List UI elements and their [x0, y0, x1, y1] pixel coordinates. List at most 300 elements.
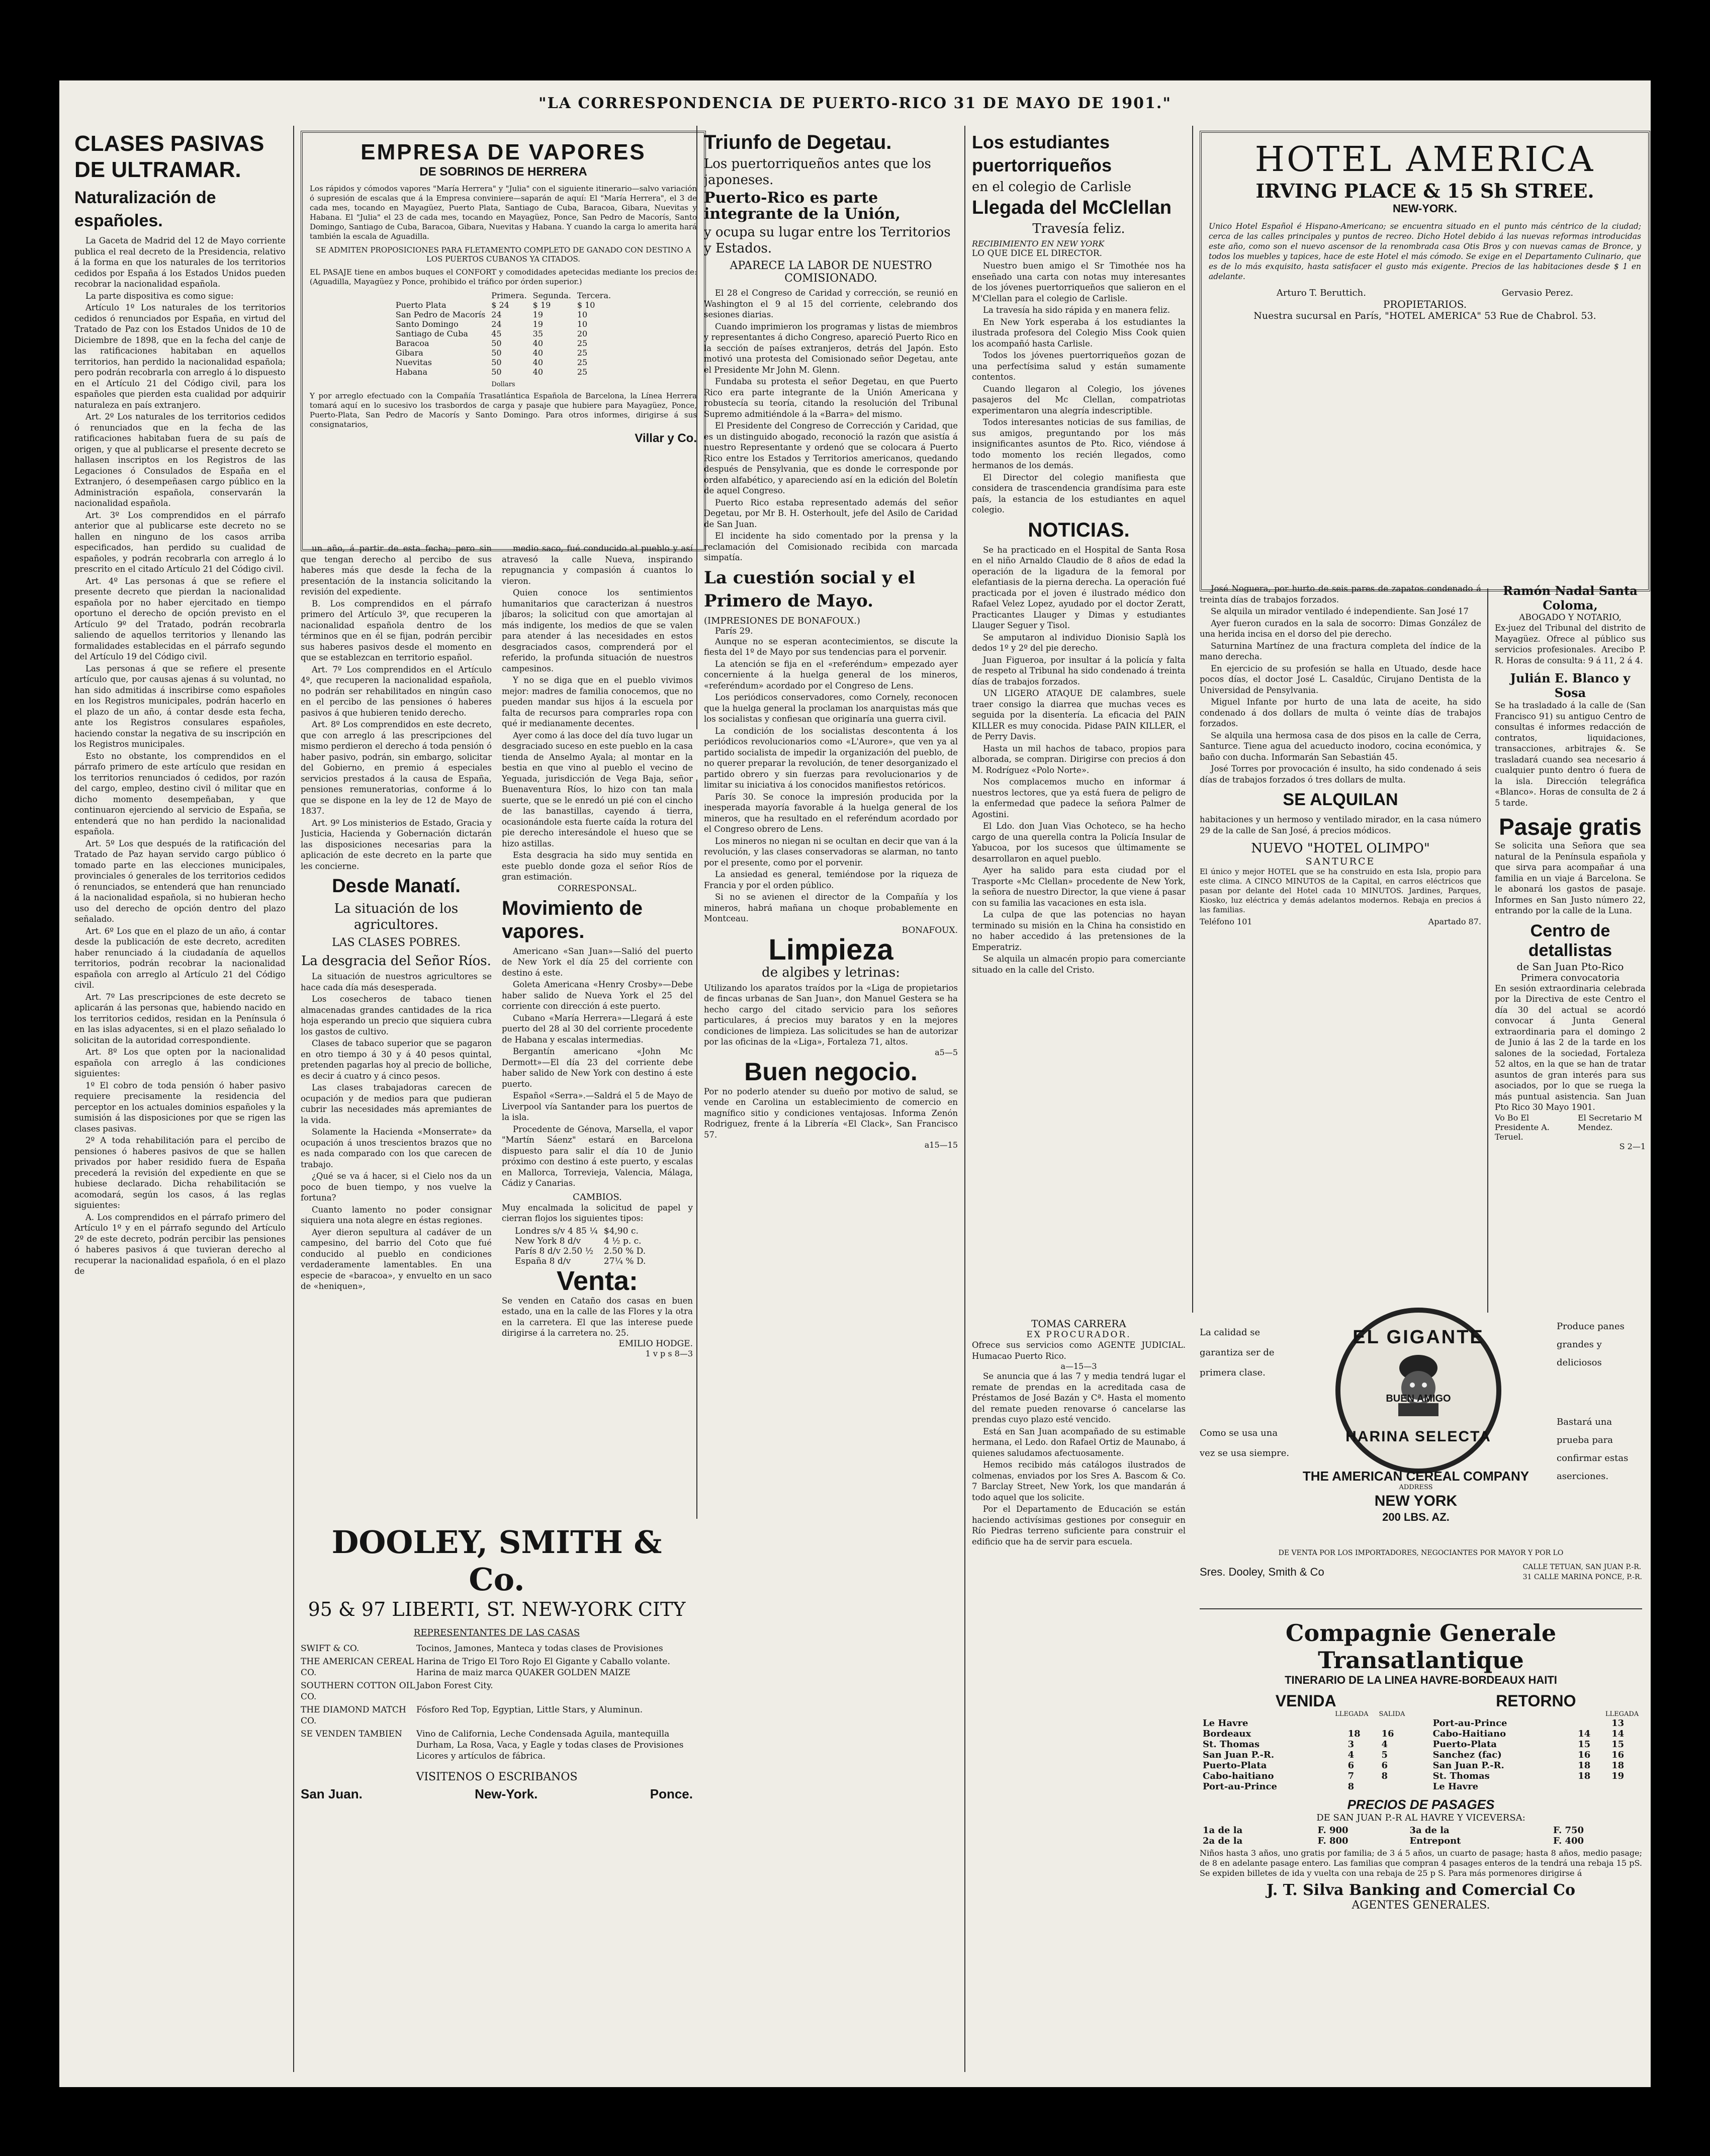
table-header-row	[393, 291, 614, 300]
paragraph: Los mineros no niegan ni se ocultan en decir que van á la revolución, y las clases conservadoras se alarman, no tanto por el presente, como por el porvenir.	[704, 836, 958, 868]
ad-owners	[1209, 288, 1641, 298]
ad-body: Ofrece sus servicios como AGENTE JUDICIAL. Humacao Puerto Rico.	[972, 1340, 1186, 1361]
cell	[1378, 1718, 1412, 1729]
article-subtitle: Travesía feliz.	[1032, 221, 1125, 236]
paragraph: Art. 9º Los ministerios de Estado, Gracia y Justicia, Hacienda y Gobernación dictarán las disposiciones necesarias para la aplicación de este decreto en la parte que les concierne.	[301, 818, 492, 871]
paragraph: José Noguera, por hurto de seis pares de zapatos condenado á treinta días de trabajos forzados.	[1200, 584, 1481, 605]
paragraph: Puerto Rico estaba representado además del señor Degetau, por Mr B. H. Osterhoult, jefe del Asilo de Caridad de San Juan.	[704, 497, 958, 529]
ad-title: Limpieza	[768, 933, 893, 966]
article-subtitle: Naturalización de españoles.	[74, 188, 216, 230]
cell: 24	[491, 319, 502, 329]
column-rule	[1487, 588, 1488, 1313]
cell: 50	[491, 348, 502, 358]
article-body	[704, 636, 958, 924]
paragraph: B. Los comprendidos en el párrafo primero del Artículo 3º, que recuperen la nacionalidad española dentro de los términos que en él se fijan, podrán percibir sus haberes pasivos desde el momento en que se establezcan en territorio español.	[301, 598, 492, 662]
cell: 40	[532, 348, 544, 358]
cell: San Juan P.-R.	[1432, 1760, 1504, 1771]
ad-notice: EL PASAJE tiene en ambos buques el CONFORT y comodidades apetecidas mediante los precios de: (Aguadilla, Mayagüez y Ponce, prohibido el tráfico por órden superior.)	[310, 268, 697, 286]
address: 31 CALLE MARINA PONCE, P.-R.	[1522, 1573, 1642, 1581]
city: San Juan.	[301, 1786, 363, 1801]
cell: San Juan P.-R.	[1203, 1750, 1275, 1760]
paragraph: Nos complacemos mucho en informar á nuestros lectores, que ya está fuera de peligro de la enfermedad que padece la señora Palmer de Agostini.	[972, 777, 1186, 819]
signature: El Secretario M Mendez.	[1578, 1112, 1643, 1132]
ad-footer: VISITENOS O ESCRIBANOS	[416, 1771, 578, 1783]
ad-subtitle: TINERARIO DE LA LINEA HAVRE-BORDEAUX HAITI	[1285, 1674, 1557, 1686]
article-subtitle: LAS CLASES POBRES.	[332, 936, 461, 949]
paragraph: Se amputaron al individuo Dionisio Saplà los dedos 1º y 2º del pie derecho.	[972, 632, 1186, 653]
ad-body: Ex-juez del Tribunal del distrito de Mayagüez. Ofrece al público sus servicios profesionales. Arecibo P. R. Horas de consulta: 9 á 11, 2 á 4.	[1495, 623, 1646, 665]
cell: 18	[1578, 1760, 1591, 1771]
schedule	[1200, 1692, 1642, 1792]
cell: F. 900	[1317, 1825, 1348, 1836]
paragraph: Español «Serra».—Saldrá el 5 de Mayo de Liverpool vía Santander para los puertos de la isla.	[502, 1091, 693, 1122]
paragraph: Por el Departamento de Educación se están haciendo activísimas gestiones por conseguir en Río Piedras terreno suficiente para construir el edificio que ha de servir para escuela.	[972, 1504, 1186, 1546]
cell: 4 ½ p. c.	[603, 1236, 642, 1246]
ad-code: a5—5	[935, 1047, 958, 1057]
paragraph: Todos interesantes noticias de sus familias, de sus amigos, preguntando por los más insignificantes asuntos de Pto. Rico, viéndose á todo momento los recién llegados, como hermanos de los demás.	[972, 417, 1186, 470]
paragraph: La condición de los socialistas descontenta á los periódicos revolucionarios como «L'Aurore», que ven ya al partido socialista de impedir la organización del pueblo, de no querer preparar la revolución, de tener desorganizado el partido obrero y sin fuerzas para revolucionarios y de limitar su iniciativa á los conocidos manifiestos retóricos.	[704, 726, 958, 790]
table-row	[393, 319, 614, 329]
paragraph: A. Los comprendidos en el párrafo primero del Artículo 1º y en el párrafo segundo del Artículo 2º de este decreto, podrán percibir las pensiones ó haberes pasivos á que tuvieran derecho al recuperar la nacionalidad española, ó en el plazo de	[74, 1212, 286, 1276]
article-title: Movimiento de vapores.	[502, 897, 643, 942]
paragraph: En ejercicio de su profesión se halla en Utuado, desde hace pocos días, el doctor José L. Casaldúc, Cirujano Dentista de la Universidad de Pensylvania.	[1200, 663, 1481, 695]
owner-name: Arturo T. Beruttich.	[1276, 288, 1366, 298]
paragraph: Hemos recibido más catálogos ilustrados de colmenas, enviados por los Sres A. Bascom & Co. 7 Barclay Street, New York, los que mandarán á todo aquel que los solicite.	[972, 1460, 1186, 1502]
table-row	[1430, 1729, 1642, 1739]
cell	[1608, 1781, 1642, 1792]
city: New-York.	[475, 1786, 538, 1801]
paragraph: Cuando llegaron al Colegio, los jóvenes pasajeros del Mc Clellan, compatriotas experimentaron una alegría indescriptible.	[972, 384, 1186, 415]
ad-body: Unico Hotel Español é Hispano-Americano; se encuentra situado en el punto más céntrico de la ciudad; cerca de las calles principales y puntos de recreo. Dicho Hotel debido á las nuevas reformas introducidas este año, como son el nuevo ascensor de la renombrada casa Otis Bros y con nuevas camas de Bronce, y todos los muebles y tapices, hace de este Hotel el más cómodo. Se exige en el Departamento Culinario, que es de lo más exquisito, hasta satisfacer el gusto más exigente. Precios de las habitaciones desde $ 1 en adelante.	[1209, 222, 1641, 281]
article-title: Triunfo de Degetau.	[704, 131, 892, 153]
article-subtitle: (IMPRESIONES DE BONAFOUX.)	[704, 615, 860, 626]
cell: 7	[1347, 1771, 1355, 1781]
cell: 20	[577, 329, 588, 338]
schedule-header	[1200, 1710, 1412, 1718]
ad-signature: Villar y Co.	[635, 432, 697, 445]
cell: $ 19	[532, 300, 551, 310]
cell: Nuevitas	[395, 358, 432, 367]
cell: 18	[1347, 1729, 1361, 1739]
ad-body: Se ha trasladado á la calle de (San Francisco 91) su antiguo Centro de consultas é informes redacción de contratos, liquidaciones, transacciones, arbitrajes &. Se trasladará cuando sea necesario á cualquier punto dentro ó fuera de la isla. Dirección telegráfica «Blanco». Horas de consulta de 2 á 5 tarde.	[1495, 701, 1646, 808]
paragraph: Ayer como á las doce del día tuvo lugar un desgraciado suceso en este pueblo en la casa tienda de Anselmo Ayala; al montar en la bestia en que vino al pueblo el vecino de Yeguada, jurisdicción de Vega Baja, señor Buenaventura Ríos, lo hizo con tan mala suerte, que se le enredó un pié con el cincho de las banastillas, cayendo á tierra, ocasionándole esta fuerte caída la rotura del pie derecho interesándole el hueso que se hizo astillas.	[502, 730, 693, 848]
ad-code: a15—15	[924, 1140, 958, 1150]
ad-signatures	[1495, 1113, 1646, 1142]
ad-body: Se venden en Cataño dos casas en buen estado, una en la calle de las Flores y la otra en la carretera. El que las interese puede dirigirse á la carretera no. 25.	[502, 1296, 693, 1338]
schedule-retorno	[1430, 1692, 1642, 1792]
paragraph: Art. 2º Los naturales de los territorios cedidos ó renunciados que en la fecha de las ratificaciones habitaban fuera de su país de origen, y que al publicarse el presente decreto se hallasen inscriptos en los Registros de las Legaciones ó Consulados de España en el Extranjero, ó desempeñasen cargo público en la Administración española, conservarán la nacionalidad española.	[74, 412, 286, 508]
schedule-header	[1430, 1710, 1642, 1718]
table-row	[1200, 1750, 1412, 1760]
paragraph: Nuestro buen amigo el Sr Timothée nos ha enseñado una carta con notas muy interesantes de los jóvenes puertorriqueños que salieron en el M'Clellan para el colegio de Carlisle.	[972, 261, 1186, 303]
cell: St. Thomas	[1203, 1739, 1260, 1750]
article-title: Desde Manatí.	[332, 876, 461, 897]
ad-title: EMPRESA DE VAPORES	[361, 140, 646, 164]
cell: 27¼ % D.	[603, 1256, 646, 1266]
paragraph: 2º A toda rehabilitación para el percibo de pensiones ó haberes pasivos de que se hallen privados por haber residido fuera de España precederá la revisión del expediente en que se hubiese declarado. Dicha rehabilitación se acomodará, según los casos, á las reglas siguientes:	[74, 1136, 286, 1210]
table-row	[1430, 1739, 1642, 1750]
table-header: Primera.	[491, 291, 527, 300]
table-row	[393, 358, 614, 367]
city: Ponce.	[650, 1786, 693, 1801]
paragraph: Si no se avienen el director de la Compañía y los mineros, habrá mañana un choque probablemente en Montceau.	[704, 892, 958, 923]
paragraph: Los periódicos conservadores, como Cornely, reconocen que la huelga general la proclaman los anarquistas más que los socialistas y confiesan que originaría una guerra civil.	[704, 693, 958, 724]
paragraph: Quien conoce los sentimientos humanitarios que caracterizan á nuestros jíbaros; la solicitud con que amortajan al más indigente, los medios de que se valen para atender á las necesidades en estos desgraciados casos, comprenderá por el referido, la profunda situación de nuestros campesinos.	[502, 588, 693, 673]
cell: 1a de la	[1203, 1825, 1243, 1836]
article-local-notices	[1200, 583, 1481, 1298]
ad-code: 1 v p s 8—3	[645, 1348, 693, 1358]
company-weight: 200 LBS. AZ.	[1382, 1511, 1450, 1523]
cell: Port-au-Prince	[1432, 1718, 1507, 1729]
seal-mid-text: BUEN AMIGO	[1386, 1393, 1451, 1404]
cell: 19	[1611, 1771, 1625, 1781]
schedule-table	[1430, 1718, 1642, 1792]
paragraph: En New York esperaba á los estudiantes la ilustrada profesora del Colegio Miss Cook quien los acompañó hasta Carlisle.	[972, 317, 1186, 349]
cell: 18	[1578, 1771, 1591, 1781]
cell: 10	[577, 310, 588, 319]
paragraph: UN LIGERO ATAQUE DE calambres, suele traer consigo la diarrea que muchas veces es seguida por la disentería. La eficacia del PAIN KILLER es muy conocida. Pidase PAIN KILLER, el de Perry Davis.	[972, 688, 1186, 741]
company-city: NEW YORK	[1374, 1493, 1458, 1509]
ad-outro: Y por arreglo efectuado con la Compañía Trasatlántica Española de Barcelona, la Línea Herrera tomará aquí en lo sucesivo los trasbordos de carga y pasaje que hubiere para Mayagüez, Ponce, Puerto-Plata, San Pedro de Macorís y Santo Domingo. Para otros informes, dirigirse á sus consignatarios,	[310, 391, 697, 429]
ad-text: Como se usa una vez se usa siempre.	[1200, 1428, 1290, 1458]
cell: Santiago de Cuba	[395, 329, 468, 338]
article-degetau	[704, 131, 958, 2072]
paragraph: Cuanto lamento no poder consignar siquiera una nota alegre en éstas regiones.	[301, 1204, 492, 1225]
cell: Sanchez (fac)	[1432, 1750, 1502, 1760]
paragraph: Procedente de Génova, Marsella, el vapor "Martín Sáenz" estará en Barcelona dispuesto para salir el día 10 de Junio próximo con destino á este puerto, y escalas en Mallorca, Torrevieja, Valencia, Málaga, Cádiz y Canarias.	[502, 1124, 693, 1188]
seal-logo	[1335, 1308, 1501, 1474]
ad-code: S 2—1	[1619, 1141, 1646, 1151]
cell: Cabo-Haitiano	[1432, 1729, 1506, 1739]
cell: Baracoa	[395, 338, 429, 348]
cell: Santo Domingo	[395, 319, 459, 329]
cell: New York 8 d/v	[515, 1236, 581, 1246]
paragraph: Solamente la Hacienda «Monserrate» da ocupación á unos trescientos brazos que no es nada comparado con los que carecen de trabajo.	[301, 1127, 492, 1169]
company-address-label: ADDRESS	[1399, 1484, 1433, 1491]
paragraph: El Presidente del Congreso de Corrección y Caridad, que es un distinguido abogado, reconoció la razón que asistía á nuestro Representante y ordenó que se colocara á Puerto Rico entre los Estados y Territorios americanos, quedando después de Pensylvania, que es donde le corresponde por orden alfabético, y apareciendo así en la edición del Boletín de aquel Congreso.	[704, 421, 958, 495]
paragraph: Esta desgracia ha sido muy sentida en este pueblo donde goza el señor Ríos de gran estimación.	[502, 850, 693, 882]
paragraph: Art. 4º Las personas á que se refiere el presente decreto que pierdan la nacionalidad española por no haber ejercitado en tiempo oportuno el derecho de opción previsto en el Artículo 9º del Tratado, podrán recobrarla saliendo de aquellos territorios y llenando las formalidades establecidas en el párrafo segundo del Artículo 19 del Código civil.	[74, 576, 286, 661]
byline: BONAFOUX.	[902, 925, 958, 935]
cell: F. 800	[1317, 1836, 1348, 1846]
ad-title: Compagnie Generale Transatlantique	[1285, 1619, 1557, 1674]
ad-transatlantique	[1200, 1619, 1642, 2062]
table-header: Tercera.	[577, 291, 611, 300]
ad-city: NEW-YORK.	[1393, 202, 1457, 215]
ad-title: Julián E. Blanco y Sosa	[1510, 671, 1631, 700]
prices-subtitle: DE SAN JUAN P.-R AL HAVRE Y VICEVERSA:	[1316, 1813, 1525, 1823]
schedule-title: VENIDA	[1275, 1692, 1336, 1710]
paragraph: La Gaceta de Madrid del 12 de Mayo corriente publica el real decreto de la Presidencia, relativo á la forma en que los naturales de los territorios cedidos por España á los Estados Unidos pueden recobrar la nacionalidad española.	[74, 236, 286, 289]
table-row	[1430, 1718, 1642, 1729]
ad-address: 95 & 97 LIBERTI, ST. NEW-YORK CITY	[308, 1598, 686, 1620]
paragraph: La situación de nuestros agricultores se hace cada día más desesperada.	[301, 972, 492, 992]
paragraph: Todos los jóvenes puertorriqueños gozan de una perfectísima salud y están sumamente contentos.	[972, 351, 1186, 382]
paragraph: Art. 3º Los comprendidos en el párrafo anterior que al publicarse este decreto no se hallen en ninguno de los casos arriba especificados, han perdido su cualidad de españoles, y podrán recobrarla con arreglo á lo prescrito en el citado Artículo 21 del Código civil.	[74, 510, 286, 574]
po-box: Apartado 87.	[1428, 917, 1481, 926]
ad-body: En sesión extraordinaria celebrada por la Directiva de este Centro el día 30 del actual se acordó convocar á Junta General extraordinaria para el domingo 2 de Junio á las 2 de la tarde en los salones de la sociedad, Fortaleza 52 altos, en la que se han de tratar asuntos de gran interés para sus asociados, por lo que se ruega la más puntual asistencia. San Juan Pto Rico 30 Mayo 1901.	[1495, 983, 1646, 1112]
article-subhead: RECIBIMIENTO EN NEW YORK	[972, 239, 1105, 248]
ad-title: DOOLEY, SMITH & Co.	[331, 1524, 662, 1598]
article-body	[1200, 583, 1481, 785]
ad-title: Venta:	[556, 1265, 639, 1296]
paragraph: Art. 7º Los comprendidos en el Artículo 4º, que recuperen la nacionalidad española, no podrán ser rehabilitados en ningún caso en el percibo de las pensiones ó haberes pasivos á que hubieren tenido derecho.	[301, 664, 492, 718]
ad-address: IRVING PLACE & 15 Sh STREE.	[1255, 180, 1594, 202]
ad-subtitle: REPRESENTANTES DE LAS CASAS	[413, 1627, 580, 1638]
cell	[1575, 1718, 1608, 1729]
table-row	[1200, 1825, 1642, 1836]
paragraph: Ayer dieron sepultura al cadáver de un campesino, del barrio del Coto que fué conducido al pueblo en condiciones verdaderamente lamentables. En una especie de «baracoa», y envuelto en un saco de «heniquen»,	[301, 1227, 492, 1291]
prices-table	[1200, 1825, 1642, 1846]
cell: 10	[577, 319, 588, 329]
table-row	[1200, 1729, 1412, 1739]
cell: 18	[1611, 1760, 1625, 1771]
cell: 16	[1381, 1729, 1394, 1739]
article-movimiento	[502, 543, 693, 1514]
ad-el-gigante	[1200, 1308, 1642, 1544]
ad-agent	[1200, 1562, 1642, 1582]
article-body	[972, 545, 1186, 976]
paragraph: Se anuncia que á las 7 y media tendrá lugar el remate de prendas en la acreditada casa de Préstamos de José Bazán y Cª. Hasta el momento del remate pueden renovarse ó cancelarse las prendas cuyo plazo esté vencido.	[972, 1371, 1186, 1424]
company-name: THE AMERICAN CEREAL CO.	[301, 1657, 414, 1678]
article-subtitle: La desgracia del Señor Ríos.	[301, 954, 491, 969]
ad-text: La calidad se garantiza ser de primera clase.	[1200, 1327, 1275, 1378]
ad-notice: SE ADMITEN PROPOSICIONES PARA FLETAMENTO COMPLETO DE GANADO CON DESTINO A LOS PUERTOS CUBANOS YA CITADOS.	[315, 245, 691, 264]
article-estudiantes	[972, 131, 1186, 1313]
ad-subtitle: EX PROCURADOR.	[1026, 1330, 1131, 1340]
paragraph: El Director del colegio manifiesta que considera de trascendencia grandísima para este país, la estancia de los estudiantes en aquel colegio.	[972, 472, 1186, 514]
cell: 40	[532, 338, 544, 348]
ad-rule	[1200, 1608, 1642, 1609]
ad-body: habitaciones y un hermoso y ventilado mirador, en la casa número 29 de la calle de San José, á precios módicos.	[1200, 815, 1481, 835]
cell: 3	[1347, 1739, 1355, 1750]
dateline: París 29.	[715, 626, 753, 636]
col-header: LLEGADA	[1335, 1710, 1369, 1718]
cell: Le Havre	[1203, 1718, 1248, 1729]
ad-branch: Nuestra sucursal en París, "HOTEL AMERICA" 53 Rue de Chabrol. 53.	[1253, 310, 1596, 321]
agent-addresses	[1523, 1562, 1642, 1582]
table-row	[1200, 1836, 1642, 1846]
paragraph: 1º El cobro de toda pensión ó haber pasivo requiere precisamente la residencia del perceptor en los actuales dominios españoles y la sumisión á las disposiciones por que se rigen las clases pasivas.	[74, 1080, 286, 1134]
cell: 14	[1611, 1729, 1625, 1739]
paragraph: París 30. Se conoce la impresión producida por la inesperada mayoría favorable á la huelga general de los mineros, que ha resultado en el referéndum acordado por el Congreso obrero de Lens.	[704, 792, 958, 834]
paragraph: Art. 5º Los que después de la ratificación del Tratado de Paz hayan servido cargo público ó tomado parte en las elecciones municipales, provinciales ó generales de los territorios cedidos ó renunciados, se entenderá que han renunciado á la nacionalidad española, si no hubieran hecho uso del derecho de opción dentro del plazo señalado.	[74, 838, 286, 924]
article-subtitle: en el colegio de Carlisle	[972, 180, 1131, 195]
cell: París 8 d/v 2.50 ½	[515, 1246, 594, 1256]
company-name: THE DIAMOND MATCH CO.	[301, 1705, 406, 1726]
paragraph: Art. 6º Los que en el plazo de un año, á contar desde la publicación de este decreto, acrediten haber renunciado á la ciudadanía de aquellos territorios, podrán recobrar la nacionalidad española con arreglo al Artículo 21 del Código civil.	[74, 926, 286, 990]
paragraph: Está en San Juan acompañado de su estimable hermana, el Ledo. don Rafael Ortiz de Maunabo, á quienes saludamos afectuosamente.	[972, 1426, 1186, 1458]
seal-top-text: EL GIGANTE	[1353, 1327, 1484, 1348]
paragraph: Se alquila un mirador ventilado é independiente. San José 17	[1211, 607, 1469, 616]
schedule-venida	[1200, 1692, 1412, 1792]
ad-empresa-vapores	[301, 131, 706, 551]
article-subtitle: Los puertorriqueños antes que los japoneses.	[704, 156, 931, 188]
column-rule	[293, 126, 294, 2072]
section-title: CAMBIOS.	[573, 1191, 622, 1202]
rates-note: Dollars	[491, 381, 515, 388]
paragraph: Y no se diga que en el pueblo vivimos mejor: madres de familia conocemos, que no pueden mandar sus hijos á la escuela por falta de recursos para comprarles ropa con qué ir medianamente decentes.	[502, 675, 693, 728]
cell: 45	[491, 329, 502, 338]
ad-subtitle: ABOGADO Y NOTARIO,	[1519, 613, 1622, 623]
cell: $ 24	[491, 300, 509, 310]
paragraph: Se ha practicado en el Hospital de Santa Rosa en el niño Arnaldo Claudio de 8 años de edad la operación de la ligadura de la femoral por elefantiasis de la pierna derecha. La operación fué practicada por el joven é ilustrado médico don Rafael Velez Lopez, ayudado por el doctor Zeratt, Practicantes Llauger y Dimas y estudiantes Llauger Seguer y Tisol.	[972, 545, 1186, 630]
cell: $ 10	[577, 300, 595, 310]
cell: 15	[1611, 1739, 1625, 1750]
cell: 19	[532, 310, 544, 319]
ad-subtitle: de San Juan Pto-Rico	[1516, 960, 1624, 973]
paragraph: Cubano «María Herrera»—Llegará á este puerto del 28 al 30 del corriente procedente de Habana y escalas intermedias.	[502, 1013, 693, 1045]
table-row	[1200, 1781, 1412, 1792]
schedule-table	[1200, 1718, 1412, 1792]
article-body	[502, 946, 693, 1189]
article-title: CLASES PASIVAS DE ULTRAMAR.	[74, 131, 264, 182]
paragraph: Goleta Americana «Henry Crosby»—Debe haber salido de Nueva York el 25 del corriente con dirección á este puerto.	[502, 980, 693, 1011]
ad-code: a—15—3	[1060, 1361, 1097, 1371]
prices-note: Niños hasta 3 años, uno gratis por familia; de 3 á 5 años, un cuarto de pasage; hasta 8 años, medio pasage; de 8 en adelante pasage entero. Las familias que compran 4 pasages enteros de la tendrá una rebaja 15 pS. Se expiden billetes de ida y vuelta con una rebaja de 25 p S. Para más pormenores dirigirse á	[1200, 1848, 1642, 1878]
ad-contact	[1200, 917, 1481, 926]
cell: 40	[532, 358, 544, 367]
cell: Puerto-Plata	[1203, 1760, 1267, 1771]
cell: España 8 d/v	[515, 1256, 571, 1266]
cell: 14	[1578, 1729, 1591, 1739]
paragraph: Art. 8º Los que opten por la nacionalidad española con arreglo á las condiciones siguientes:	[74, 1047, 286, 1078]
paragraph: La culpa de que las potencias no hayan terminado su misión en la China ha consistido en no haber accedido á las pretensiones de la Emperatriz.	[972, 910, 1186, 952]
cell	[1378, 1781, 1412, 1792]
address: CALLE TETUAN, SAN JUAN P.-R.	[1522, 1563, 1642, 1571]
ad-title: HOTEL AMERICA	[1254, 140, 1595, 180]
table-row	[1430, 1750, 1642, 1760]
ad-body: El único y mejor HOTEL que se ha construido en esta Isla, propio para este clima. A CINCO MINUTOS de la Capital, en carros eléctricos que pasan por delante del Hotel cada 10 MINUTOS. Jardines, Parques, Kiosko, luz eléctrica y demás adelantos modernos. Rebaja en precios á las familias.	[1200, 867, 1481, 914]
owner-name: Gervasio Perez.	[1501, 288, 1574, 298]
cell: 8	[1347, 1781, 1355, 1792]
company-name: SWIFT & CO.	[301, 1644, 359, 1654]
exchange-table	[512, 1226, 649, 1266]
ad-text: DE VENTA POR LOS IMPORTADORES, NEGOCIANTES POR MAYOR Y POR LO	[1278, 1549, 1564, 1557]
paragraph: Americano «San Juan»—Salió del puerto de New York el día 25 del corriente con destino á este.	[502, 946, 693, 978]
paragraph: El 28 el Congreso de Caridad y corrección, se reunió en Washington el 9 al 15 del corriente, celebrando dos sesiones diarias.	[704, 288, 958, 319]
cell: 50	[491, 358, 502, 367]
list-item	[301, 1680, 693, 1702]
cell: Puerto Plata	[395, 300, 446, 310]
article-body	[704, 288, 958, 563]
ad-distributors	[1200, 1549, 1642, 1604]
table-row	[1200, 1760, 1412, 1771]
table-row	[1200, 1739, 1412, 1750]
cell: 4	[1381, 1739, 1388, 1750]
agent-name: Sres. Dooley, Smith & Co	[1200, 1566, 1324, 1578]
cell: 40	[532, 367, 544, 377]
cell: 25	[577, 338, 588, 348]
ad-signature: EMILIO HODGE.	[618, 1338, 693, 1349]
company-products: Harina de Trigo El Toro Rojo El Gigante y Caballo volante. Harina de maiz marca QUAKER GOLDEN MAIZE	[416, 1657, 670, 1678]
cell: Gibara	[395, 348, 423, 358]
cell: San Pedro de Macorís	[395, 310, 486, 319]
seal-bottom-text: HARINA SELECTA	[1345, 1428, 1491, 1445]
list-item	[301, 1656, 693, 1678]
ad-list	[301, 1643, 693, 1762]
ad-text: Produce panes grandes y deliciosos	[1557, 1321, 1625, 1368]
ad-body: Se solicita una Señora que sea natural de la Península española y que sirva para acompañar á una familia en un viaje á Barcelona. Se le abonará los gastos de pasaje. Informes en San Justo número 22, entrando por la calle de la Luna.	[1495, 841, 1646, 915]
cell: F. 750	[1553, 1825, 1584, 1836]
paragraph: Ayer fueron curados en la sala de socorro: Dimas González de una herida incisa en el dorso del pie derecho.	[1200, 618, 1481, 639]
cell: 25	[577, 358, 588, 367]
cell: F. 400	[1553, 1836, 1584, 1846]
cell: Londres s/v 4 85 ¼	[515, 1226, 598, 1236]
paragraph: Ayer ha salido para esta ciudad por el Trasporte «Mc Clellan» procedente de New York, la señora de nuestro Director, la que viene á pasar con su familia las vacaciones en esta isla.	[972, 866, 1186, 908]
article-body	[301, 971, 492, 1292]
column-rule	[696, 780, 697, 1519]
company-products: Vino de California, Leche Condensada Aguila, mantequilla Durham, La Rosa, Vaca, y Eagle y todas clases de Provisiones Licores y artículos de fábrica.	[416, 1729, 684, 1761]
paragraph: Saturnina Martínez de una fractura completa del índice de la mano derecha.	[1200, 641, 1481, 661]
ad-hotel-america	[1200, 131, 1650, 591]
byline: CORRESPONSAL.	[558, 883, 637, 894]
article-subtitle: La situación de los agricultores.	[334, 901, 459, 932]
paragraph: Fundaba su protesta el señor Degetau, en que Puerto Rico era parte integrante de la Unión Americana y robustecía su teoría, citando la resolución del Tribunal Supremo admitiéndole á la «Barra» del mismo.	[704, 377, 958, 419]
cell: 16	[1578, 1750, 1591, 1760]
cell: 16	[1611, 1750, 1625, 1760]
article-body	[972, 1371, 1186, 1547]
cell: 15	[1578, 1739, 1591, 1750]
paragraph: El incidente ha sido comentado por la prensa y la reclamación del Comisionado recibida con marcada simpatía.	[704, 531, 958, 562]
article-subhead: LO QUE DICE EL DIRECTOR.	[972, 248, 1103, 258]
table-row	[393, 300, 614, 310]
company-name: THE AMERICAN CEREAL COMPANY	[1302, 1469, 1529, 1484]
table-row	[512, 1236, 649, 1246]
table-row	[1200, 1718, 1412, 1729]
table-row	[393, 348, 614, 358]
paragraph: Muy encalmada la solicitud de papel y cierran flojos los siguientes tipos:	[502, 1202, 693, 1223]
newspaper-page	[59, 80, 1651, 2087]
cell: Puerto-Plata	[1432, 1739, 1497, 1750]
paragraph: Artículo 1º Los naturales de los territorios cedidos ó renunciados por España, en virtud del Tratado de Paz con los Estados Unidos de 10 de Diciembre de 1898, que en la fecha del canje de las ratificaciones habitaban en aquellos territorios, han perdido la nacionalidad española; pero podrán recobrarla con arreglo á lo dispuesto en el Artículo 21 del Código civil, para los españoles que pierden esta cualidad por adquirir naturaleza en país extranjero.	[74, 303, 286, 410]
table-row	[393, 367, 614, 377]
paragraph: Se alquila una hermosa casa de dos pisos en la calle de Cerra, Santurce. Tiene agua del acueducto inodoro, cocina económica, y baño con ducha. Informarán San Sebastián 45.	[1200, 730, 1481, 762]
paragraph: Las personas á que se refiere el presente artículo que, por causas ajenas á su voluntad, no han sido admitidas á inscribirse como españoles en los Registros municipales, podrán hacerlo en el plazo de un año, á contar desde esta fecha, ante los Registros consulares españoles, haciendo constar la negativa de su inscripción en los Registros municipales.	[74, 663, 286, 749]
ad-title: Ramón Nadal Santa Coloma,	[1503, 583, 1638, 613]
table-row	[393, 338, 614, 348]
cell: 6	[1347, 1760, 1355, 1771]
article-clases-pasivas	[74, 131, 286, 2072]
cell: 4	[1347, 1750, 1355, 1760]
paragraph: medio saco, fué conducido al pueblo y así atravesó la calle Nueva, inspirando repugnancia y compasión á cuantos lo vieron.	[502, 544, 693, 586]
ad-title: Pasaje gratis	[1499, 814, 1642, 840]
paragraph: Los cosecheros de tabaco tienen almacenadas grandes cantidades de la rica hoja esperando un precio que siquiera cubra los gastos de cultivo.	[301, 994, 492, 1037]
cell	[1345, 1718, 1379, 1729]
table-row	[512, 1226, 649, 1236]
ad-role: PROPIETARIOS.	[1383, 298, 1467, 310]
article-title: La cuestión social y el Primero de Mayo.	[704, 567, 916, 611]
cell: 25	[577, 367, 588, 377]
ad-title: Centro de detallistas	[1528, 921, 1612, 960]
list-item	[301, 1729, 693, 1762]
table-row	[1430, 1781, 1642, 1792]
table-row	[393, 329, 614, 338]
cell: 19	[532, 319, 544, 329]
cell: Le Havre	[1432, 1781, 1479, 1792]
cell: 2.50 % D.	[603, 1246, 646, 1256]
ad-subtitle: SANTURCE	[1305, 856, 1376, 867]
cell: St. Thomas	[1432, 1771, 1490, 1781]
ad-subtitle: Primera convocatoria	[1520, 972, 1620, 983]
cell: 5	[1381, 1750, 1388, 1760]
paragraph: El Ldo. don Juan Vias Ochoteco, se ha hecho cargo de una querella contra la Policía Insular de Yabucoa, por los sucesos que últimamente se desarrollaron en aquel pueblo.	[972, 821, 1186, 864]
paragraph: Cuando imprimieron los programas y listas de miembros y representantes á dicho Congreso, apareció Puerto Rico en la sección de países extranjeros, detrás del Japón. Esto motivó una protesta del Comisionado señor Degetau, ante el Presidente Mr John M. Glenn.	[704, 321, 958, 375]
article-continuation	[301, 543, 492, 1514]
article-body	[972, 261, 1186, 515]
paragraph: Juan Figueroa, por insultar á la policía y falta de respeto al Tribunal ha sido condenado á treinta días de trabajos forzados.	[972, 655, 1186, 686]
section-title: NOTICIAS.	[1028, 519, 1130, 541]
